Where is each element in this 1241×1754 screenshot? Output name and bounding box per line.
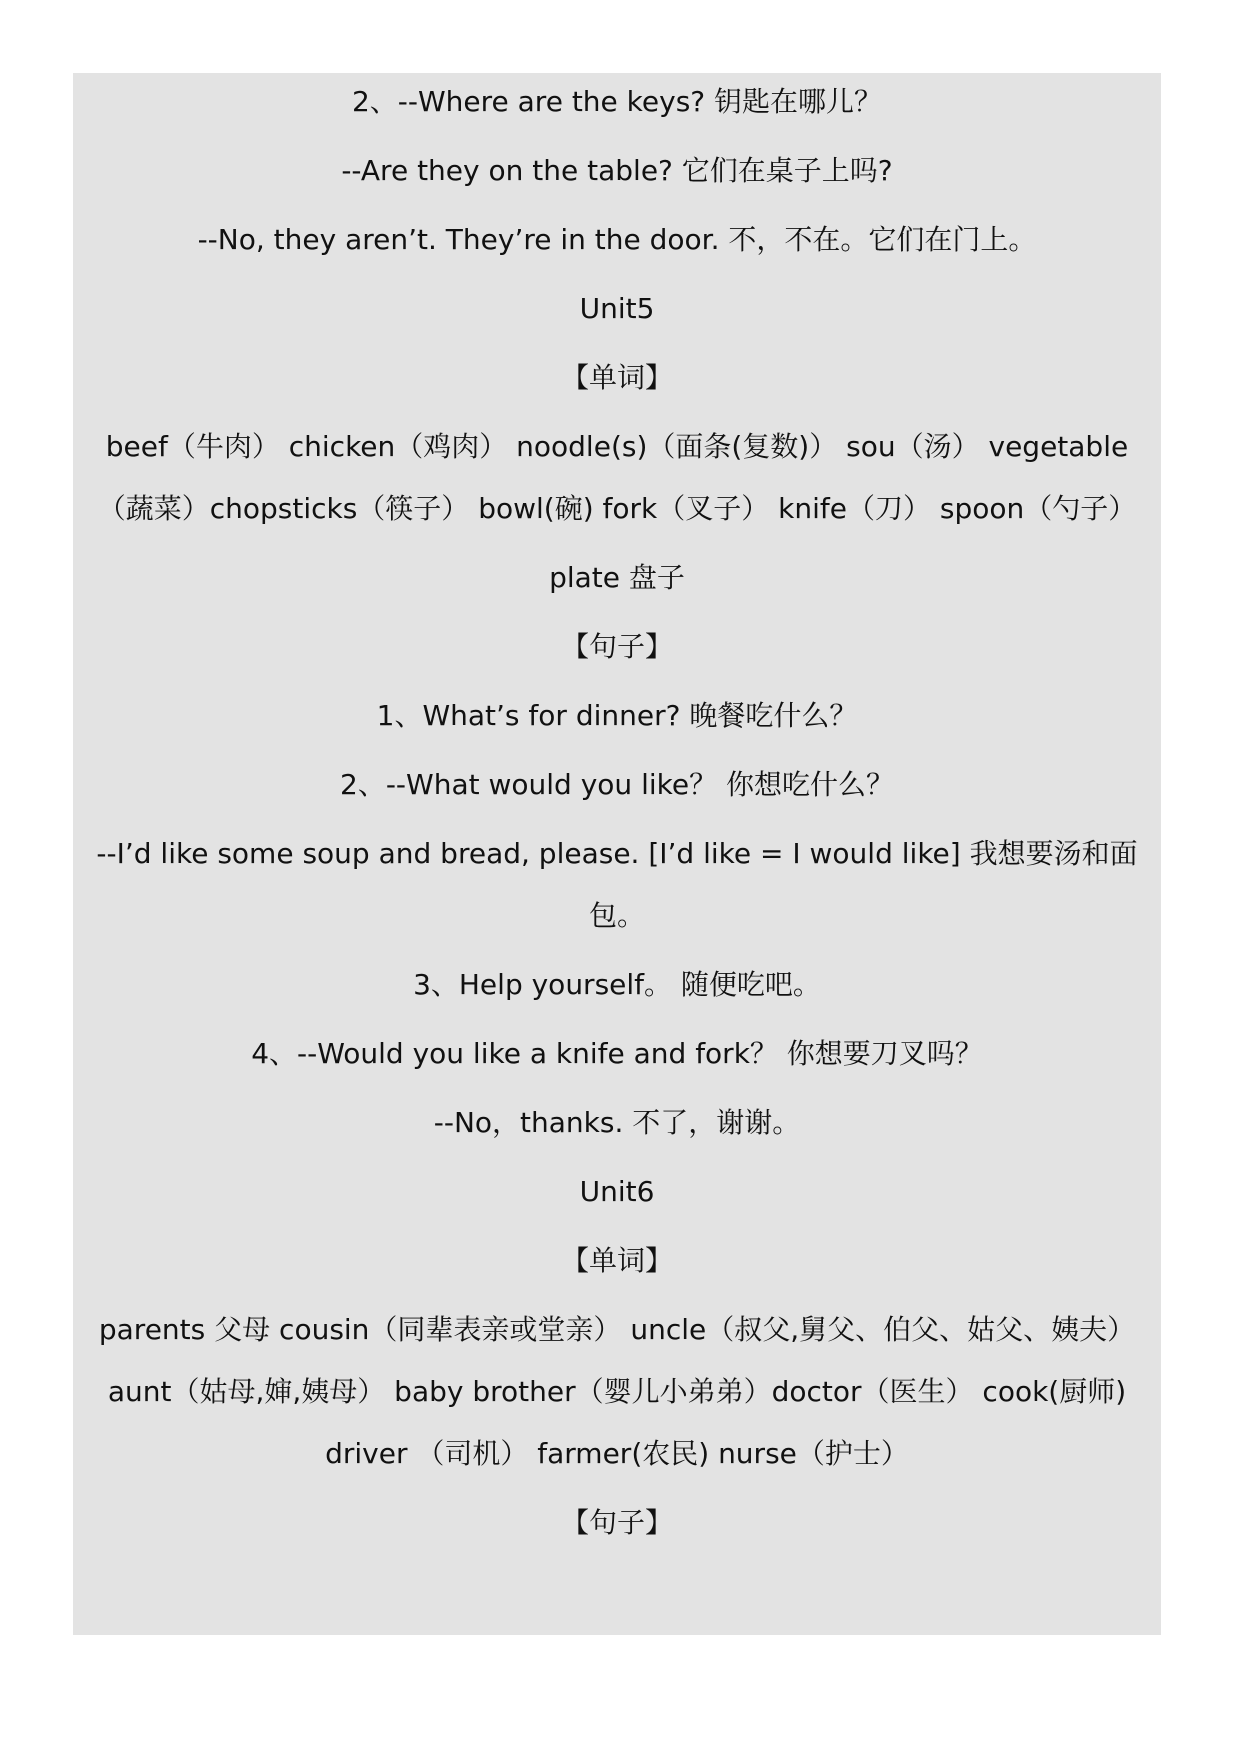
unit6-vocab-line-2: aunt（姑母,婶,姨母） baby brother（婴儿小弟弟）doctor（医生） cook(厨师) <box>107 1375 1127 1408</box>
unit5-vocab-heading: 【单词】 <box>560 361 673 394</box>
unit6-vocab-heading: 【单词】 <box>560 1244 673 1277</box>
sentence-keys-question: 2、--Where are the keys? 钥匙在哪儿？ <box>351 85 883 118</box>
unit5-vocab-line-1: beef（牛肉） chicken（鸡肉） noodle(s)（面条(复数)） sou（汤） vegetable <box>105 430 1129 463</box>
sentence-dinner: 1、What’s for dinner? 晚餐吃什么？ <box>376 699 858 732</box>
document-page <box>73 73 1161 1635</box>
sentence-help-yourself: 3、Help yourself。 随便吃吧。 <box>413 968 821 1001</box>
unit6-sentence-heading: 【句子】 <box>560 1506 673 1539</box>
sentence-soup-bread: --I’d like some soup and bread, please. [I’d like = I would like] 我想要汤和面 <box>96 837 1138 870</box>
sentence-door-answer: --No, they aren’t. They’re in the door. 不，不在。它们在门上。 <box>197 223 1037 256</box>
sentence-soup-bread-cont: 包。 <box>588 899 645 932</box>
sentence-table-question: --Are they on the table? 它们在桌子上吗? <box>341 154 893 187</box>
unit5-vocab-line-3: plate 盘子 <box>549 561 685 594</box>
unit5-sentence-heading: 【句子】 <box>560 630 673 663</box>
unit5-heading: Unit5 <box>579 292 655 325</box>
unit5-vocab-line-2: （蔬菜）chopsticks（筷子） bowl(碗) fork（叉子） knife（刀） spoon（勺子） <box>97 492 1137 525</box>
sentence-no-thanks: --No，thanks. 不了，谢谢。 <box>433 1106 801 1139</box>
unit6-heading: Unit6 <box>579 1175 655 1208</box>
unit6-vocab-line-3: driver （司机） farmer(农民) nurse（护士） <box>325 1437 909 1470</box>
unit6-vocab-line-1: parents 父母 cousin（同辈表亲或堂亲） uncle（叔父,舅父、伯父、姑父、姨夫） <box>98 1313 1136 1346</box>
sentence-knife-fork: 4、--Would you like a knife and fork？ 你想要刀叉吗？ <box>251 1037 983 1070</box>
sentence-what-would-you-like: 2、--What would you like？ 你想吃什么？ <box>340 768 894 801</box>
